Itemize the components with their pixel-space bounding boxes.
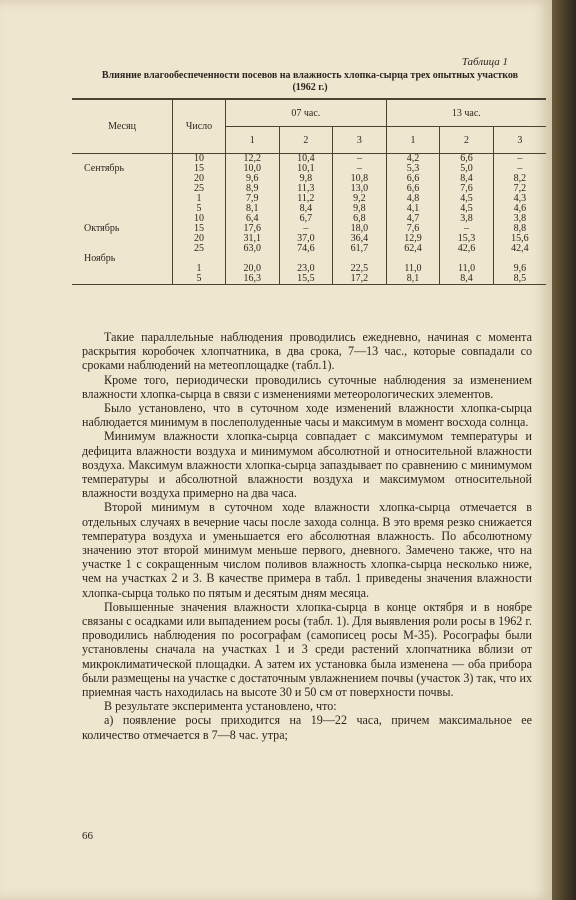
paragraph: а) появление росы приходится на 19—22 часа, причем максимальное ее количество отмечается в 7—8 час. утра; (82, 713, 532, 742)
value-cell: 10,8 (333, 174, 387, 184)
value-cell: 42,6 (440, 244, 494, 254)
value-cell: – (493, 164, 546, 174)
plot-header: 1 (226, 127, 280, 154)
paragraph: В результате эксперимента установлено, что: (104, 699, 337, 714)
day-cell: 25 (173, 244, 226, 254)
table-title: Влияние влагообеспеченности посевов на влажность хлопка-сырца трех опытных участков (1962 г.) (101, 70, 519, 93)
value-cell: 6,8 (333, 214, 387, 224)
plot-header: 1 (386, 127, 440, 154)
body-text (82, 330, 532, 742)
value-cell: 7,2 (493, 184, 546, 194)
value-cell: 4,7 (386, 214, 440, 224)
value-cell: 36,4 (333, 234, 387, 244)
value-cell: 10,0 (226, 164, 280, 174)
day-cell: 5 (173, 274, 226, 285)
value-cell: 15,6 (493, 234, 546, 244)
value-cell: 9,6 (493, 264, 546, 274)
value-cell: – (493, 154, 546, 165)
value-cell: 3,8 (493, 214, 546, 224)
value-cell: 4,5 (440, 194, 494, 204)
value-cell: 61,7 (333, 244, 387, 254)
value-cell: – (279, 224, 333, 234)
value-cell: 5,3 (386, 164, 440, 174)
day-cell: 15 (173, 164, 226, 174)
month-cell (72, 274, 173, 285)
value-cell: 11,2 (279, 194, 333, 204)
value-cell: 11,0 (386, 264, 440, 274)
value-cell: 7,6 (386, 224, 440, 234)
value-cell: 62,4 (386, 244, 440, 254)
time-07-header: 07 час. (226, 99, 387, 127)
value-cell: 8,9 (226, 184, 280, 194)
value-cell: 10,4 (279, 154, 333, 165)
value-cell: 8,5 (493, 274, 546, 285)
book-spine (552, 0, 576, 900)
paragraph: Такие параллельные наблюдения проводились ежедневно, начиная с момента раскрытия коробочек хлопчатника, в два срока, 7—13 час., которые совпадали со сроками наблюдений на метеоплощадке (табл.1). (82, 330, 532, 373)
month-cell (72, 234, 173, 244)
value-cell: 9,8 (279, 174, 333, 184)
table-row (72, 214, 546, 224)
day-cell: 20 (173, 174, 226, 184)
value-cell: 20,0 (226, 264, 280, 274)
value-cell: 8,4 (440, 174, 494, 184)
table-row (72, 274, 546, 285)
value-cell: 4,2 (386, 154, 440, 165)
value-cell: 4,1 (386, 204, 440, 214)
value-cell: 31,1 (226, 234, 280, 244)
day-cell: 25 (173, 184, 226, 194)
day-cell: 10 (173, 214, 226, 224)
day-cell: 20 (173, 234, 226, 244)
value-cell: 15,3 (440, 234, 494, 244)
day-cell: 10 (173, 154, 226, 165)
value-cell: 9,8 (333, 204, 387, 214)
time-13-header: 13 час. (386, 99, 546, 127)
value-cell: 8,8 (493, 224, 546, 234)
value-cell: 7,6 (440, 184, 494, 194)
value-cell: 22,5 (333, 264, 387, 274)
value-cell: 74,6 (279, 244, 333, 254)
month-cell: Октябрь (72, 224, 173, 234)
month-cell (72, 194, 173, 204)
day-cell: 1 (173, 264, 226, 274)
value-cell: 6,7 (279, 214, 333, 224)
value-cell: – (333, 164, 387, 174)
plot-header: 3 (333, 127, 387, 154)
value-cell: 11,3 (279, 184, 333, 194)
value-cell: 11,0 (440, 264, 494, 274)
paragraph: Кроме того, периодически проводились суточные наблюдения за изменением влажности хлопка-сырца в связи с изменениями метеорологических элементов. (82, 372, 532, 401)
value-cell: 37,0 (279, 234, 333, 244)
month-cell (72, 174, 173, 184)
humidity-table (72, 98, 546, 285)
value-cell: 17,2 (333, 274, 387, 285)
day-cell: 5 (173, 204, 226, 214)
table-body (72, 154, 546, 285)
value-cell: 8,4 (279, 204, 333, 214)
value-cell: 23,0 (279, 264, 333, 274)
value-cell: 3,8 (440, 214, 494, 224)
value-cell: 8,4 (440, 274, 494, 285)
value-cell: – (440, 224, 494, 234)
value-cell: 12,2 (226, 154, 280, 165)
paragraph: Второй минимум в суточном ходе влажности хлопка-сырца отмечается в отдельных случаях в вечерние часы после захода солнца. В это время резко снижается температура воздуха и уменьшается его абсолютная влажность. По абсолютному значению этот второй минимум меньше первого, дневного. Замечено также, что на участке 1 с сокращенным числом поливов влажность хлопка-сырца несколько ниже, чем на участках 2 и 3. В качестве примера в табл. 1 приведены значения влажности хлопка-сырца только по пятым и десятым дням месяца. (82, 500, 532, 600)
value-cell: 5,0 (440, 164, 494, 174)
value-cell: 10,1 (279, 164, 333, 174)
value-cell: 4,5 (440, 204, 494, 214)
value-cell: 6,4 (226, 214, 280, 224)
table-label: Таблица 1 (461, 56, 508, 68)
value-cell: 4,3 (493, 194, 546, 204)
value-cell: 6,6 (440, 154, 494, 165)
month-header: Месяц (72, 99, 173, 154)
month-cell (72, 184, 173, 194)
month-cell: Сентябрь (72, 164, 173, 174)
value-cell: 15,5 (279, 274, 333, 285)
value-cell: 9,2 (333, 194, 387, 204)
value-cell: 8,1 (226, 204, 280, 214)
paragraph: Минимум влажности хлопка-сырца совпадает с максимумом температуры и дефицита влажности воздуха и минимумом абсолютной и относительной влажности воздуха. Максимум влажности хлопка-сырца запаздывает по сравнению с минимумом температуры и абсолютной влажности воздуха и максимумом относительной влажности воздуха примерно на два часа. (82, 429, 532, 501)
value-cell: 17,6 (226, 224, 280, 234)
value-cell: 42,4 (493, 244, 546, 254)
value-cell: 16,3 (226, 274, 280, 285)
value-cell: 63,0 (226, 244, 280, 254)
value-cell: 4,6 (493, 204, 546, 214)
value-cell: 8,1 (386, 274, 440, 285)
month-cell: Ноябрь (72, 254, 173, 264)
value-cell: 13,0 (333, 184, 387, 194)
page-number: 66 (82, 830, 93, 842)
value-cell: 6,6 (386, 184, 440, 194)
paragraph: Было установлено, что в суточном ходе изменений влажности хлопка-сырца наблюдается минимум в послеполуденные часы и максимум в момент восхода солнца. (82, 401, 532, 430)
plot-header: 2 (279, 127, 333, 154)
month-cell (72, 264, 173, 274)
value-cell: 7,9 (226, 194, 280, 204)
value-cell: 9,6 (226, 174, 280, 184)
value-cell: 18,0 (333, 224, 387, 234)
paragraph: Повышенные значения влажности хлопка-сырца в конце октября и в ноябре связаны с осадками или выпадением росы (табл. 1). Для выявления роли росы в 1962 г. проводились наблюдения по росографам (самописец росы М-35). Росографы были установлены сначала на участках 1 и 3 среди растений хлопчатника вблизи от микроклиматической площадки. А затем их установка была изменена — оба прибора были размещены на участке с достаточным увлажнением почвы (участок 3) так, что их приемная часть находилась на высоте 30 и 50 см от поверхности почвы. (82, 599, 533, 700)
plot-header: 3 (493, 127, 546, 154)
month-cell (72, 204, 173, 214)
value-cell: 4,8 (386, 194, 440, 204)
plot-header: 2 (440, 127, 494, 154)
value-cell: 8,2 (493, 174, 546, 184)
day-cell: 15 (173, 224, 226, 234)
value-cell: 12,9 (386, 234, 440, 244)
table-row (72, 244, 546, 254)
day-cell: 1 (173, 194, 226, 204)
value-cell: 6,6 (386, 174, 440, 184)
value-cell: – (333, 154, 387, 165)
day-header: Число (173, 99, 226, 154)
